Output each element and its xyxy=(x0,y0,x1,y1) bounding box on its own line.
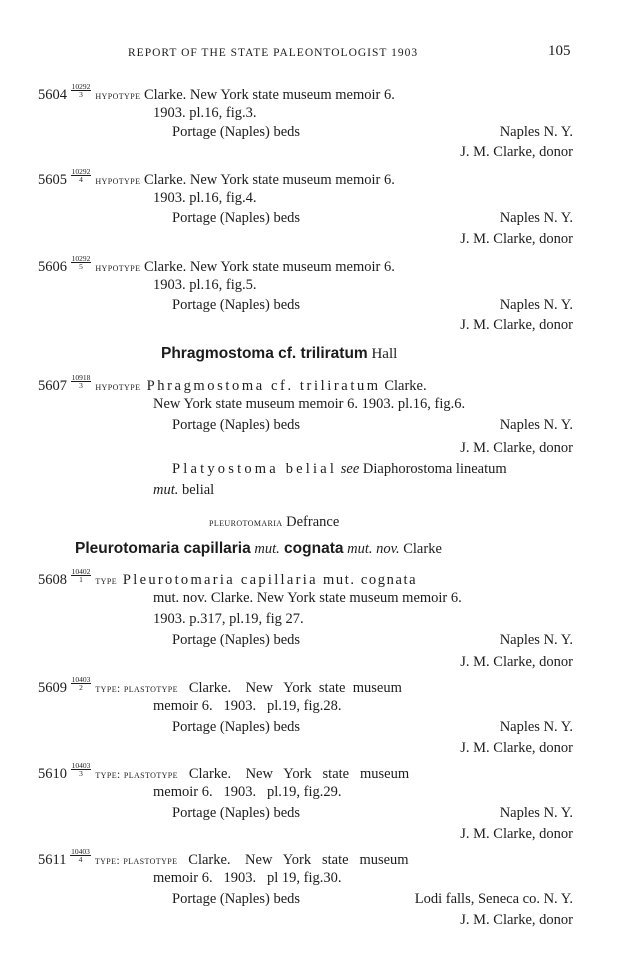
locality: Naples N. Y. xyxy=(499,124,573,140)
catalog-entry-5606 xyxy=(38,255,395,277)
page-number: 105 xyxy=(548,43,571,59)
locality: Naples N. Y. xyxy=(499,805,573,821)
entry-number: 5610 xyxy=(38,766,67,782)
entry-number: 5611 xyxy=(38,852,67,868)
type-label: type: plastotype xyxy=(95,769,178,781)
genus-name: pleurotomaria xyxy=(209,517,283,529)
citation: Clarke. New York state museum memoir 6. xyxy=(140,87,395,103)
citation: Clarke. New York state museum xyxy=(177,852,409,868)
citation-line-2: memoir 6. 1903. pl 19, fig.30. xyxy=(153,870,342,886)
locality: Naples N. Y. xyxy=(499,297,573,313)
type-label: hypotype xyxy=(95,90,141,102)
donor: J. M. Clarke, donor xyxy=(460,654,573,670)
donor: J. M. Clarke, donor xyxy=(460,440,573,456)
variety-name: cognata xyxy=(279,540,344,557)
citation-line-2: New York state museum memoir 6. 1903. pl.16, fig.6. xyxy=(153,396,466,412)
beds: Portage (Naples) beds xyxy=(172,891,301,907)
beds: Portage (Naples) beds xyxy=(172,632,301,648)
mut-nov-label: mut. nov. xyxy=(343,541,400,557)
genus-heading xyxy=(209,513,339,532)
catalog-fraction: $\frac{10402}{1}$ xyxy=(71,567,91,584)
catalog-fraction: $\frac{10403}{3}$ xyxy=(71,761,91,778)
citation-line-2: 1903. pl.16, fig.3. xyxy=(153,105,257,121)
species-author: Clarke xyxy=(399,541,442,557)
catalog-fraction: $\frac{10403}{2}$ xyxy=(71,675,91,692)
citation-line-2: 1903. pl.16, fig.4. xyxy=(153,190,257,206)
type-label: hypotype xyxy=(95,175,141,187)
citation-line-3: 1903. p.317, pl.19, fig 27. xyxy=(153,611,304,627)
locality: Naples N. Y. xyxy=(499,632,573,648)
mut-label: mut. xyxy=(250,541,280,557)
catalog-fraction: $\frac{10918}{3}$ xyxy=(71,373,91,390)
type-label: hypotype xyxy=(95,381,141,393)
beds: Portage (Naples) beds xyxy=(172,719,301,735)
catalog-fraction: $\frac{10292}{4}$ xyxy=(71,167,91,184)
donor: J. M. Clarke, donor xyxy=(460,144,573,160)
entry-number: 5604 xyxy=(38,87,67,103)
genus-author: Defrance xyxy=(282,514,340,530)
beds: Portage (Naples) beds xyxy=(172,805,301,821)
citation: Clarke. New York state museum xyxy=(177,680,402,696)
citation-line-2: 1903. pl.16, fig.5. xyxy=(153,277,257,293)
catalog-entry-5609 xyxy=(38,676,402,698)
species-name-spaced: Pleurotomaria capillaria xyxy=(116,572,318,588)
catalog-entry-5611 xyxy=(38,848,409,870)
entry-number: 5607 xyxy=(38,378,67,394)
entry-number: 5605 xyxy=(38,172,67,188)
species-heading-phragmostoma xyxy=(161,345,397,363)
citation-line-2: mut. nov. Clarke. New York state museum memoir 6. xyxy=(153,590,462,606)
locality: Naples N. Y. xyxy=(499,417,573,433)
type-label: type: plastotype xyxy=(95,683,178,695)
species-author: Hall xyxy=(367,346,398,362)
cross-reference xyxy=(172,460,507,478)
catalog-entry-5610 xyxy=(38,762,409,784)
catalog-entry-5605 xyxy=(38,168,395,190)
citation: Clarke. xyxy=(380,378,427,394)
beds: Portage (Naples) beds xyxy=(172,417,301,433)
locality: Naples N. Y. xyxy=(499,719,573,735)
catalog-fraction: $\frac{10403}{4}$ xyxy=(71,847,90,864)
species-name: Pleurotomaria capillaria xyxy=(75,540,251,557)
citation: Clarke. New York state museum xyxy=(177,766,410,782)
type-label: type: plastotype xyxy=(94,855,178,867)
catalog-entry-5608 xyxy=(38,568,417,590)
beds: Portage (Naples) beds xyxy=(172,297,301,313)
type-label: type xyxy=(95,575,117,587)
catalog-fraction: $\frac{10292}{3}$ xyxy=(71,82,91,99)
citation-line-2: memoir 6. 1903. pl.19, fig.28. xyxy=(153,698,342,714)
species-heading-pleurotomaria xyxy=(75,540,442,558)
beds: Portage (Naples) beds xyxy=(172,124,301,140)
beds: Portage (Naples) beds xyxy=(172,210,301,226)
donor: J. M. Clarke, donor xyxy=(460,912,573,928)
species-name-spaced: Platyostoma belial xyxy=(172,461,338,477)
citation: Clarke. New York state museum memoir 6. xyxy=(140,259,395,275)
donor: J. M. Clarke, donor xyxy=(460,740,573,756)
citation: Clarke. New York state museum memoir 6. xyxy=(140,172,395,188)
catalog-fraction: $\frac{10292}{5}$ xyxy=(71,254,91,271)
citation-line-2: memoir 6. 1903. pl.19, fig.29. xyxy=(153,784,342,800)
donor: J. M. Clarke, donor xyxy=(460,826,573,842)
citation: mut. cognata xyxy=(317,572,418,588)
entry-number: 5606 xyxy=(38,259,67,275)
reference-target: Diaphorostoma lineatum xyxy=(359,461,507,477)
entry-number: 5609 xyxy=(38,680,67,696)
locality: Lodi falls, Seneca co. N. Y. xyxy=(414,891,573,907)
see-label: see xyxy=(337,461,360,477)
donor: J. M. Clarke, donor xyxy=(460,317,573,333)
mut-label: mut. xyxy=(153,482,179,498)
reference-tail: belial xyxy=(178,482,215,498)
running-header: REPORT OF THE STATE PALEONTOLOGIST 1903 xyxy=(128,47,419,59)
catalog-entry-5604 xyxy=(38,83,395,105)
cross-reference-line-2 xyxy=(153,481,214,499)
donor: J. M. Clarke, donor xyxy=(460,231,573,247)
species-name: Phragmostoma cf. triliratum xyxy=(161,345,368,362)
type-label: hypotype xyxy=(95,262,141,274)
entry-number: 5608 xyxy=(38,572,67,588)
catalog-entry-5607 xyxy=(38,374,427,396)
species-name-spaced: Phragmostoma cf. triliratum xyxy=(140,378,381,394)
locality: Naples N. Y. xyxy=(499,210,573,226)
